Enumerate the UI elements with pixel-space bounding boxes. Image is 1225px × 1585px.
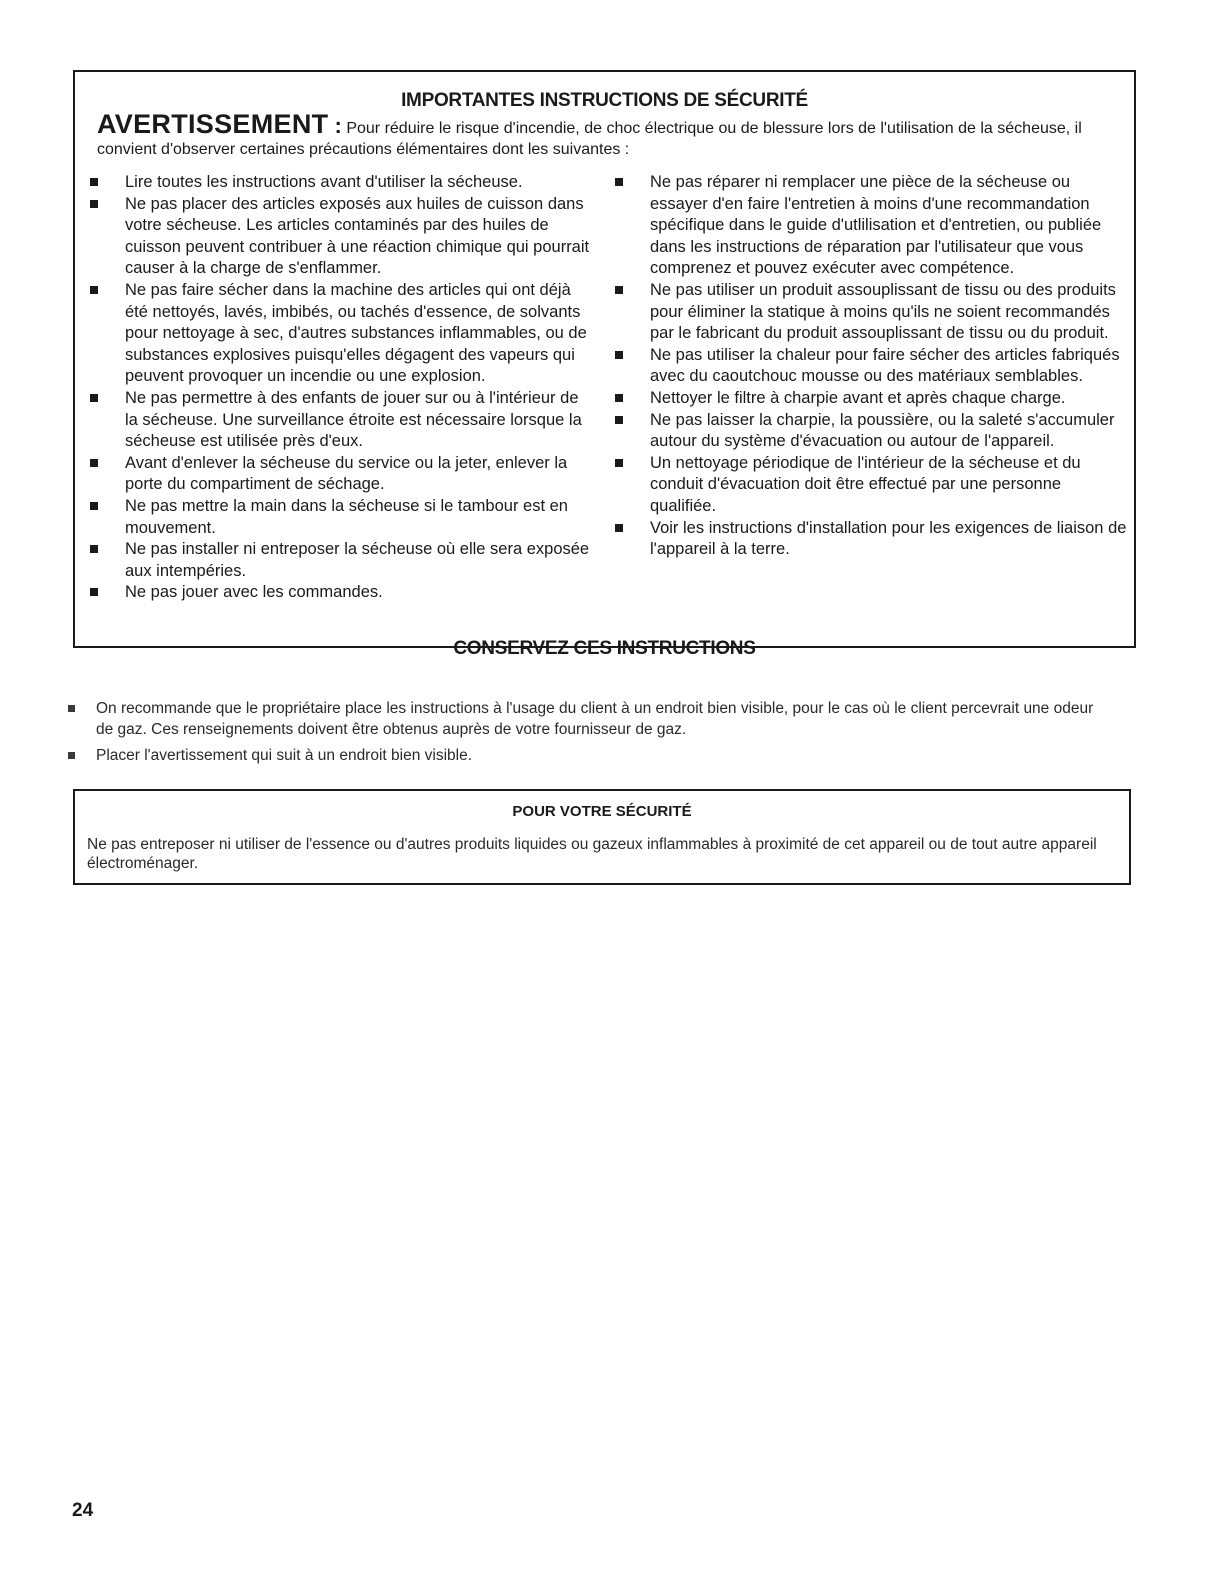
list-item xyxy=(85,582,595,604)
list-item-text: Voir les instructions d'installation pour les exigences de liaison de l'appareil à la terre. xyxy=(650,518,1127,559)
list-item xyxy=(85,539,595,582)
list-item-text: Ne pas réparer ni remplacer une pièce de la sécheuse ou essayer d'en faire l'entretien à moins d'une recommandation spécifique dans le guide d'utlilisation et d'entretien, ou publiée dans les instructions de réparation par l'utilisateur que vous comprenez et pouvez exécuter avec compétence. xyxy=(650,173,1102,278)
square-bullet-icon xyxy=(90,394,98,402)
list-item xyxy=(66,698,1106,740)
square-bullet-icon xyxy=(615,286,623,294)
square-bullet-icon xyxy=(90,286,98,294)
square-bullet-icon xyxy=(90,459,98,467)
square-bullet-icon xyxy=(90,545,98,553)
list-item-text: Ne pas utiliser la chaleur pour faire sécher des articles fabriqués avec du caoutchouc mousse ou des matériaux semblables. xyxy=(650,345,1120,386)
warning-paragraph xyxy=(97,109,1114,160)
list-item-text: Nettoyer le filtre à charpie avant et après chaque charge. xyxy=(650,388,1066,407)
square-bullet-icon xyxy=(615,524,623,532)
safety-notice-box xyxy=(73,789,1131,885)
square-bullet-icon xyxy=(90,588,98,596)
list-item xyxy=(610,410,1130,453)
list-item-text: Ne pas laisser la charpie, la poussière, ou la saleté s'accumuler autour du système d'évacuation ou autour de l'appareil. xyxy=(650,410,1115,451)
list-item xyxy=(610,172,1130,280)
left-instructions-list xyxy=(85,172,595,604)
square-bullet-icon xyxy=(68,752,75,759)
list-item xyxy=(610,345,1130,388)
square-bullet-icon xyxy=(615,459,623,467)
conserve-instructions-footer: CONSERVEZ CES INSTRUCTIONS xyxy=(453,638,756,659)
list-item-text: Un nettoyage périodique de l'intérieur de la sécheuse et du conduit d'évacuation doit être effectué par une personne qualifiée. xyxy=(650,453,1081,515)
list-item-text: Ne pas utiliser un produit assouplissant de tissu ou des produits pour éliminer la statique à moins qu'ils ne soient recommandés par le fabricant du produit assouplissant de tissu ou du produit. xyxy=(650,280,1116,343)
square-bullet-icon xyxy=(90,178,98,186)
list-item-text: Ne pas jouer avec les commandes. xyxy=(125,583,383,602)
safety-notice-text: Ne pas entreposer ni utiliser de l'essence ou d'autres produits liquides ou gazeux inflammables à proximité de cet appareil ou de tout autre appareil électroménager. xyxy=(87,836,1097,872)
list-item-text: Ne pas installer ni entreposer la sécheuse où elle sera exposée aux intempéries. xyxy=(125,540,590,580)
list-item-text: Placer l'avertissement qui suit à un endroit bien visible. xyxy=(96,747,473,764)
square-bullet-icon xyxy=(90,502,98,510)
list-item xyxy=(610,453,1130,518)
list-item xyxy=(610,388,1130,410)
right-instructions-list xyxy=(610,172,1130,561)
list-item-text: Ne pas faire sécher dans la machine des articles qui ont déjà été nettoyés, lavés, imbibés, ou tachés d'essence, de solvants pour nettoyage à sec, d'autres substances inflammables, ou de substances explosives puisqu'elles dégagent des vapeurs qui peuvent provoquer un incendie ou une explosion. xyxy=(125,280,587,386)
list-item xyxy=(85,172,595,194)
list-item-text: Ne pas mettre la main dans la sécheuse si le tambour est en mouvement. xyxy=(125,496,568,537)
square-bullet-icon xyxy=(615,351,623,359)
warning-colon: : xyxy=(328,113,342,138)
square-bullet-icon xyxy=(68,705,75,712)
list-item xyxy=(85,280,595,388)
list-item xyxy=(85,453,595,496)
safety-instructions-box xyxy=(73,70,1136,659)
list-item xyxy=(85,496,595,539)
square-bullet-icon xyxy=(615,394,623,402)
warning-word: AVERTISSEMENT xyxy=(97,109,329,139)
square-bullet-icon xyxy=(615,416,623,424)
list-item xyxy=(85,194,595,280)
list-item xyxy=(66,745,1106,766)
safety-box-title: IMPORTANTES INSTRUCTIONS DE SÉCURITÉ xyxy=(401,90,808,111)
installer-notes-list xyxy=(66,698,1106,771)
square-bullet-icon xyxy=(615,178,623,186)
list-item-text: Avant d'enlever la sécheuse du service ou la jeter, enlever la porte du compartiment de séchage. xyxy=(125,453,568,494)
list-item xyxy=(610,518,1130,561)
list-item-text: Lire toutes les instructions avant d'utiliser la sécheuse. xyxy=(125,173,523,191)
list-item-text: On recommande que le propriétaire place les instructions à l'usage du client à un endroit bien visible, pour le cas où le client percevrait une odeur de gaz. Ces renseignements doivent être obtenus auprès de votre fournisseur de gaz. xyxy=(96,700,1094,738)
list-item xyxy=(85,388,595,453)
safety-notice-title: POUR VOTRE SÉCURITÉ xyxy=(512,803,692,820)
square-bullet-icon xyxy=(90,200,98,208)
page-number: 24 xyxy=(72,1500,94,1521)
list-item xyxy=(610,280,1130,345)
warning-text: Pour réduire le risque d'incendie, de choc électrique ou de blessure lors de l'utilisation de la sécheuse, il convient d'observer certaines précautions élémentaires dont les suivantes : xyxy=(97,120,1082,158)
list-item-text: Ne pas permettre à des enfants de jouer sur ou à l'intérieur de la sécheuse. Une surveillance étroite est nécessaire lorsque la sécheuse est utilisée près d'eux. xyxy=(125,388,582,451)
list-item-text: Ne pas placer des articles exposés aux huiles de cuisson dans votre sécheuse. Les articles contaminés par des huiles de cuisson peuvent contribuer à une réaction chimique qui pourrait causer à la charge de s'enflammer. xyxy=(125,194,590,278)
